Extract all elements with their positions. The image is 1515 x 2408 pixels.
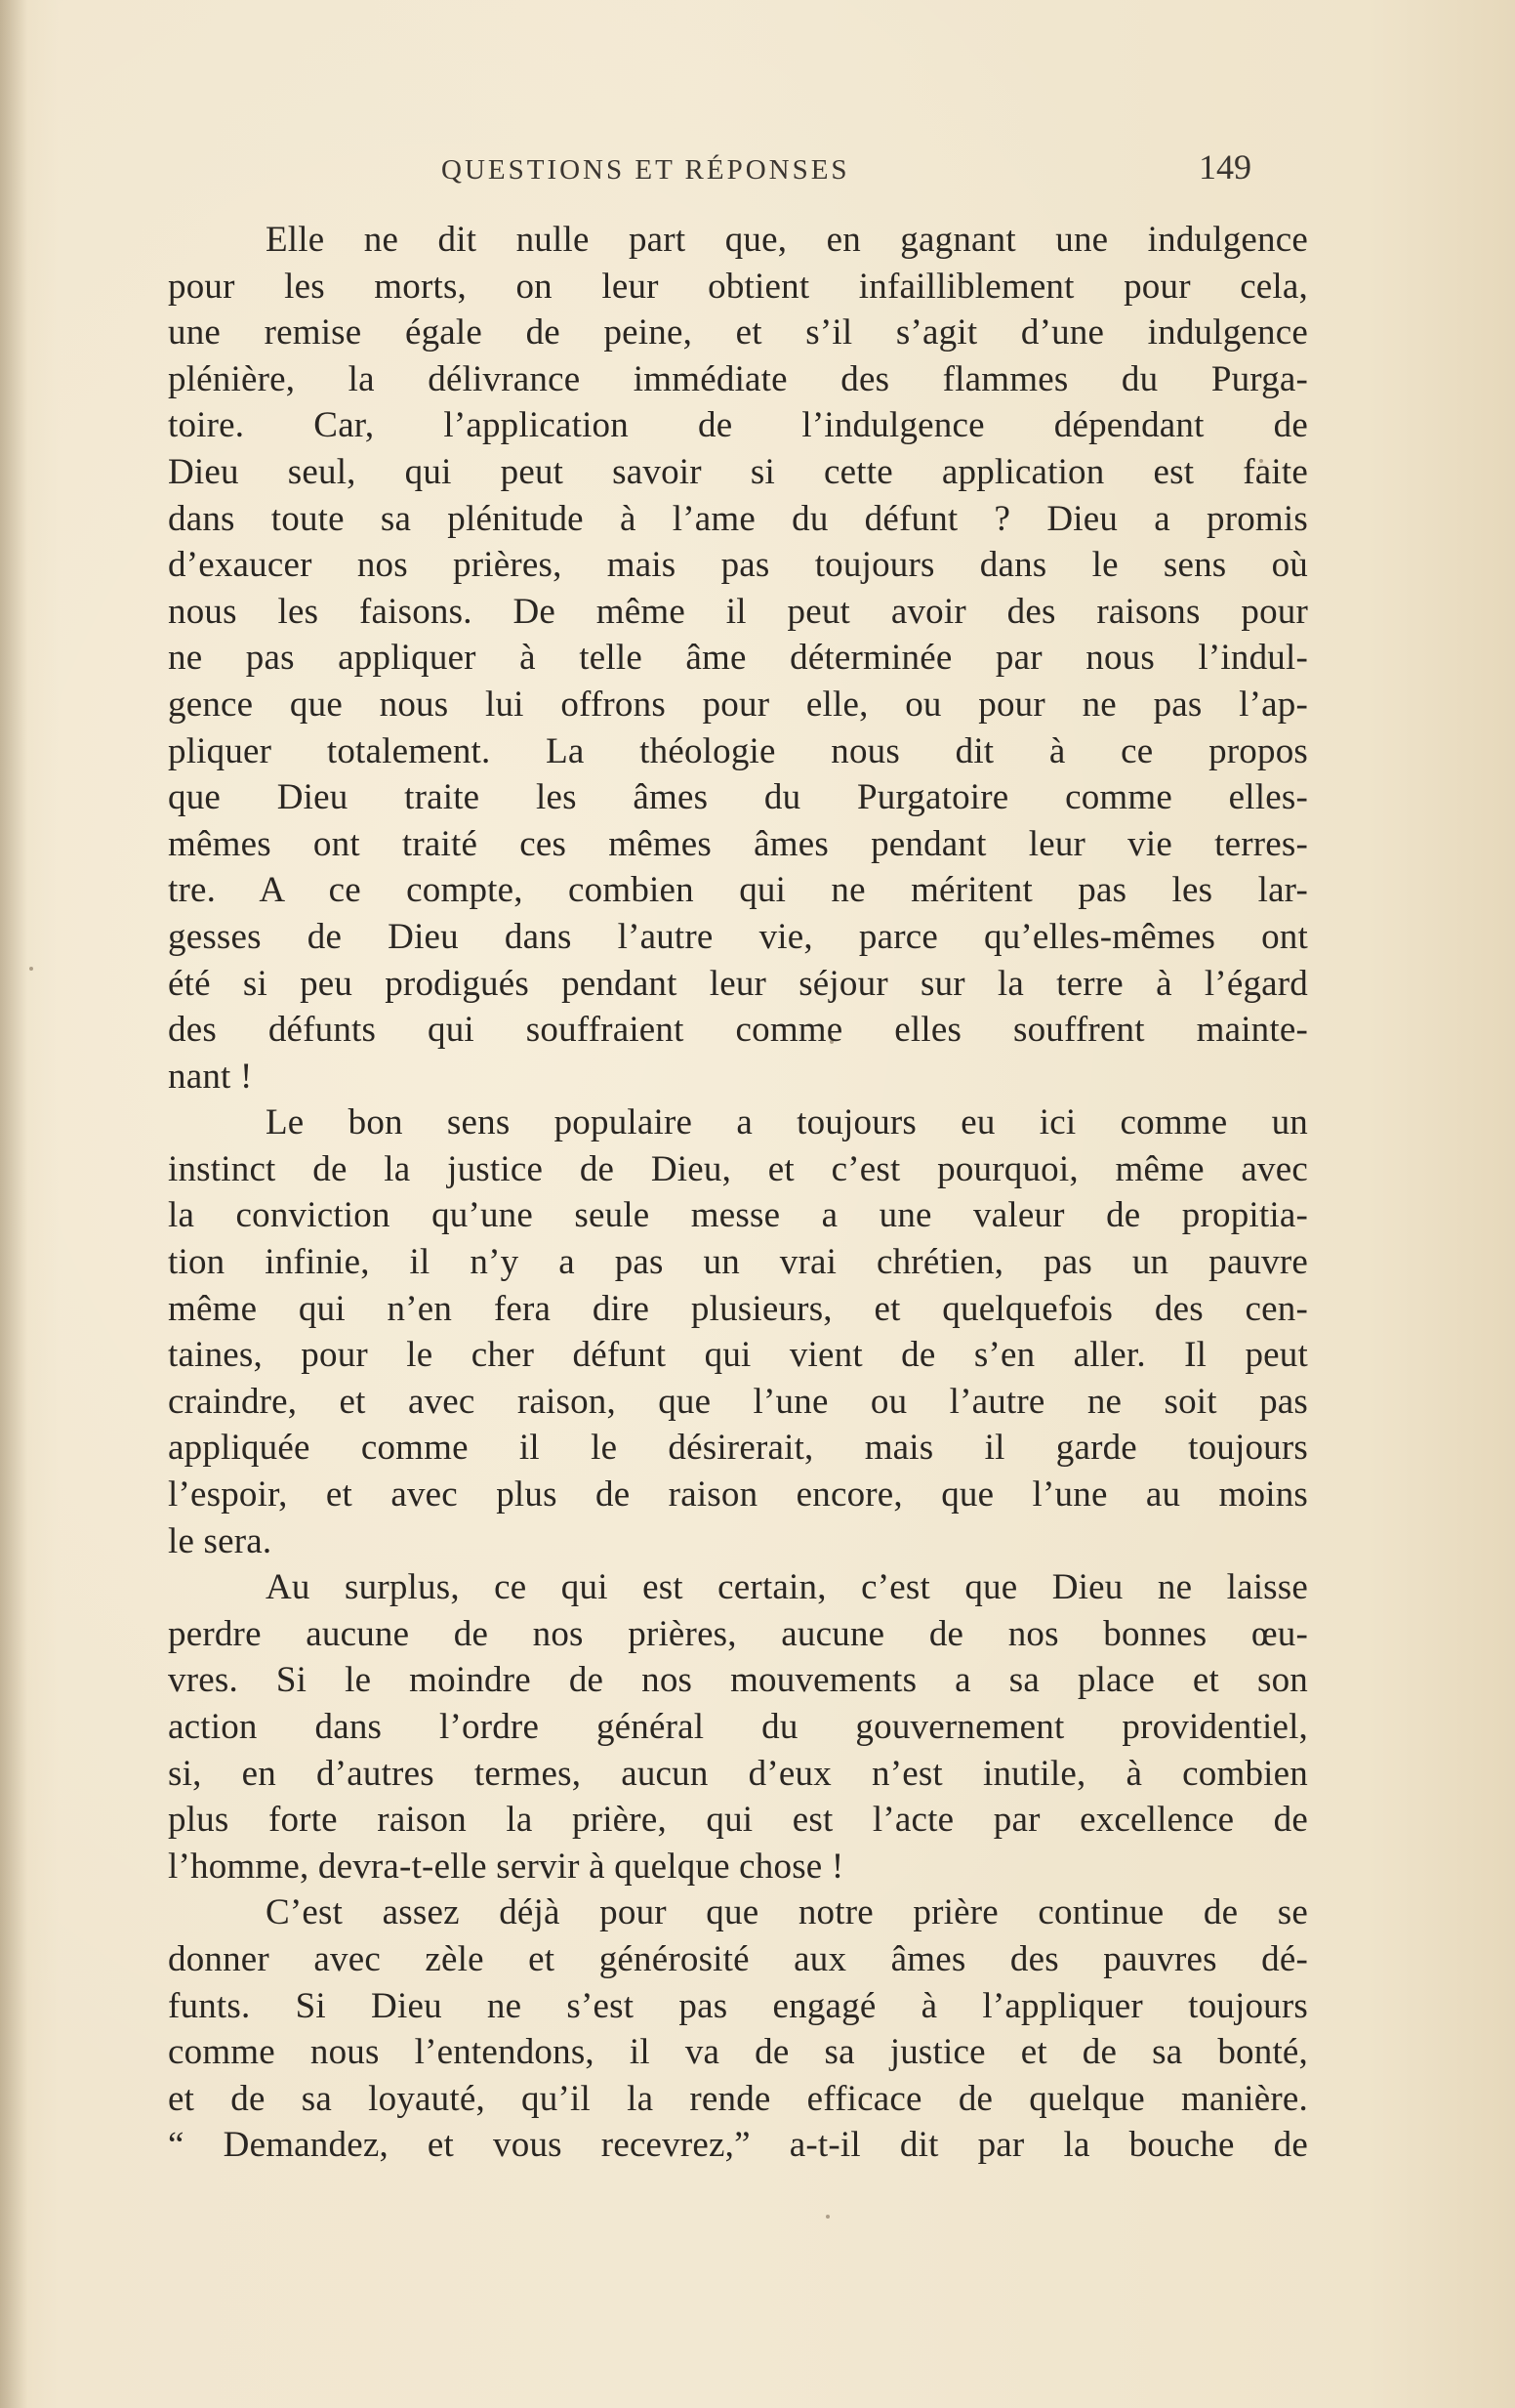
text-line: perdre aucune de nos prières, aucune de nos bonnes œu- (168, 1613, 1308, 1654)
text-line: le sera. (168, 1520, 272, 1561)
text-line: toire. Car, l’application de l’indulgence dépendant de (168, 405, 1308, 446)
text-line: des défunts qui souffraient comme elles souffrent mainte- (168, 1010, 1308, 1051)
text-line: appliquée comme il le désirerait, mais il garde toujours (168, 1428, 1308, 1469)
text-line: gesses de Dieu dans l’autre vie, parce qu’elles-mêmes ont (168, 916, 1308, 957)
text-line: mêmes ont traité ces mêmes âmes pendant leur vie terres- (168, 823, 1308, 864)
text-line: l’homme, devra-t-elle servir à quelque chose ! (168, 1846, 844, 1887)
text-line: donner avec zèle et générosité aux âmes des pauvres dé- (168, 1938, 1308, 1979)
text-line: si, en d’autres termes, aucun d’eux n’est inutile, à combien (168, 1753, 1308, 1794)
paper-speck (830, 1040, 834, 1044)
text-line: d’exaucer nos prières, mais pas toujours dans le sens où (168, 545, 1308, 586)
text-line: tre. A ce compte, combien qui ne méritent pas les lar- (168, 870, 1308, 911)
text-line: tion infinie, il n’y a pas un vrai chrétien, pas un pauvre (168, 1242, 1308, 1283)
text-line: funts. Si Dieu ne s’est pas engagé à l’appliquer toujours (168, 1985, 1308, 2026)
text-line: plénière, la délivrance immédiate des flammes du Purga- (168, 358, 1308, 399)
body-text (168, 217, 1308, 2169)
text-line: une remise égale de peine, et s’il s’agit d’une indulgence (168, 312, 1308, 353)
text-line: C’est assez déjà pour que notre prière continue de se (266, 1892, 1308, 1933)
text-line: été si peu prodigués pendant leur séjour sur la terre à l’égard (168, 963, 1308, 1004)
text-line: Le bon sens populaire a toujours eu ici comme un (266, 1102, 1308, 1143)
page-header (168, 146, 1251, 195)
text-line: pliquer totalement. La théologie nous dit à ce propos (168, 730, 1308, 771)
text-line: Au surplus, ce qui est certain, c’est que Dieu ne laisse (266, 1567, 1308, 1608)
text-line: ne pas appliquer à telle âme déterminée par nous l’indul- (168, 638, 1308, 679)
paper-speck (1259, 459, 1263, 463)
text-line: nous les faisons. De même il peut avoir des raisons pour (168, 591, 1308, 632)
text-line: comme nous l’entendons, il va de sa justice et de sa bonté, (168, 2032, 1308, 2073)
text-line: plus forte raison la prière, qui est l’acte par excellence de (168, 1800, 1308, 1841)
text-line: pour les morts, on leur obtient infailliblement pour cela, (168, 266, 1308, 307)
running-head: QUESTIONS ET RÉPONSES (441, 154, 850, 186)
text-line: Elle ne dit nulle part que, en gagnant une indulgence (266, 220, 1308, 260)
text-line: vres. Si le moindre de nos mouvements a sa place et son (168, 1660, 1308, 1701)
paper-speck (29, 967, 33, 971)
text-line: instinct de la justice de Dieu, et c’est pourquoi, même avec (168, 1148, 1308, 1189)
text-line: la conviction qu’une seule messe a une valeur de propitia- (168, 1195, 1308, 1236)
text-line: Dieu seul, qui peut savoir si cette application est faite (168, 451, 1308, 492)
text-line: “ Demandez, et vous recevrez,” a-t-il dit par la bouche de (168, 2125, 1308, 2166)
text-line: nant ! (168, 1056, 253, 1097)
paper-speck (826, 2215, 830, 2219)
text-line: et de sa loyauté, qu’il la rende efficace de quelque manière. (168, 2078, 1308, 2119)
text-line: taines, pour le cher défunt qui vient de s’en aller. Il peut (168, 1335, 1308, 1376)
text-line: craindre, et avec raison, que l’une ou l’autre ne soit pas (168, 1381, 1308, 1422)
gutter-shadow (0, 0, 27, 2408)
text-line: même qui n’en fera dire plusieurs, et quelquefois des cen- (168, 1288, 1308, 1329)
text-line: que Dieu traite les âmes du Purgatoire comme elles- (168, 777, 1308, 818)
text-line: l’espoir, et avec plus de raison encore, que l’une au moins (168, 1474, 1308, 1515)
page-number: 149 (1199, 147, 1251, 187)
text-line: dans toute sa plénitude à l’ame du défunt ? Dieu a promis (168, 498, 1308, 539)
text-line: gence que nous lui offrons pour elle, ou pour ne pas l’ap- (168, 684, 1308, 725)
text-line: action dans l’ordre général du gouvernement providentiel, (168, 1707, 1308, 1747)
